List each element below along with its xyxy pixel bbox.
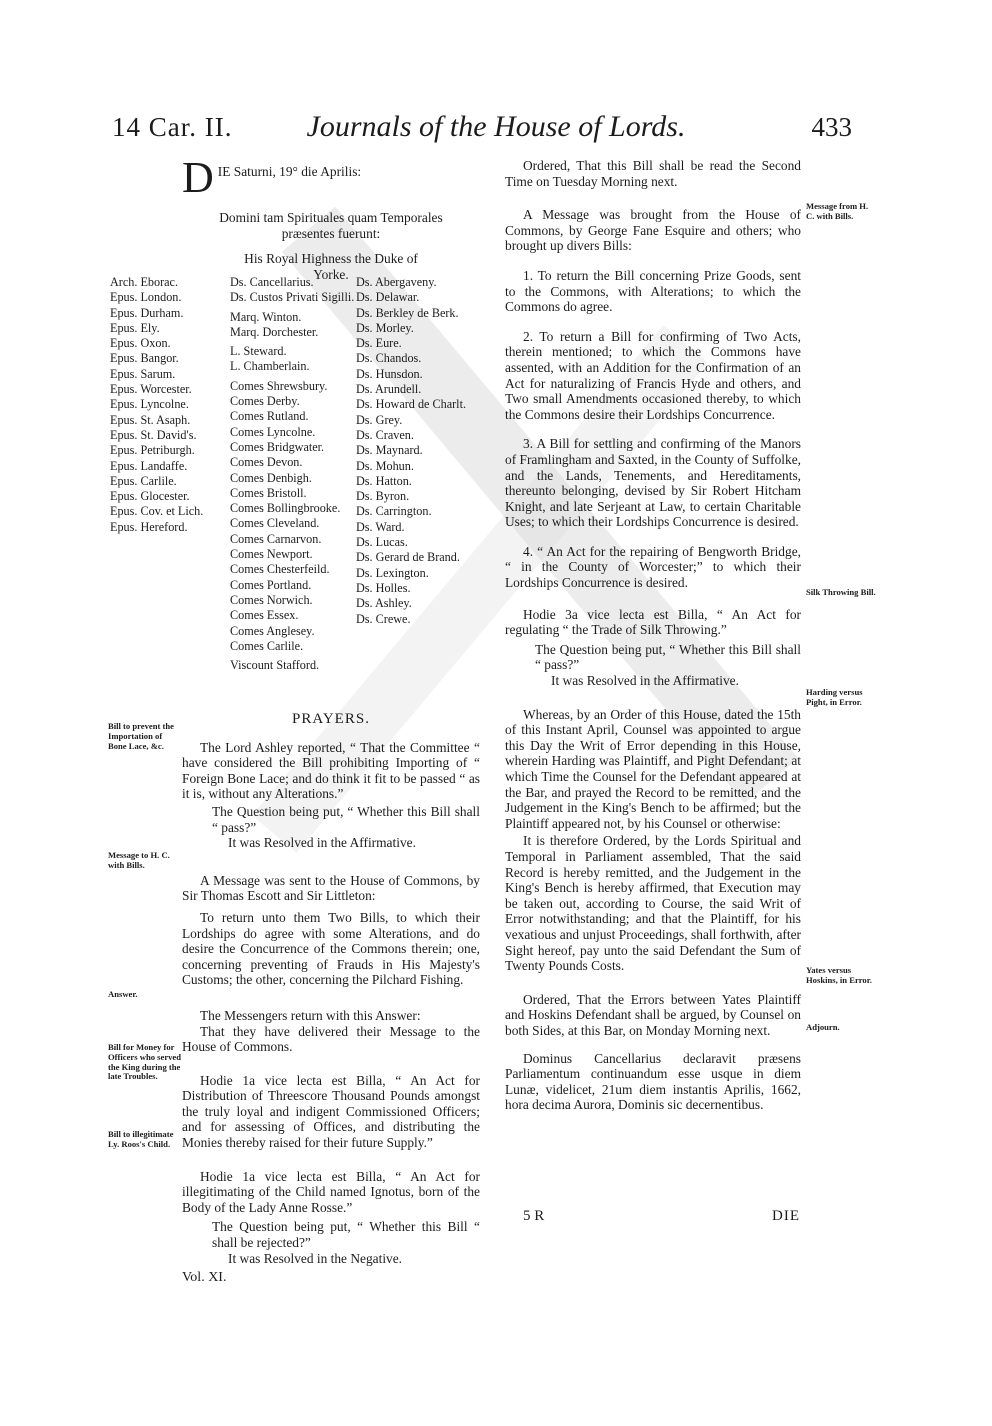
harding-whereas: Whereas, by an Order of this House, dated the 15th of this Instant April, Counsel was appointed to argue this Day the Writ of Error depending in this House, wherein Harding was Plaintiff, and Pight Defendant; at which Time the Counsel for the Defendant appeared at the Bar, and prayed the Record to be remitted, and the Judgement in the King's Bench to be affirmed; but the Plaintiff appeared not, by his Counsel or otherwise: <box>505 706 801 831</box>
bishop-entry: Epus. Hereford. <box>110 519 188 534</box>
resolution-1: It was Resolved in the Affirmative. <box>228 835 416 851</box>
bishop-entry: Epus. Lyncolne. <box>110 397 189 412</box>
header-regnal-year: 14 Car. II. <box>112 112 233 142</box>
bill-item-3: 3. A Bill for settling and confirming of the Manors of Framlingham and Saxted, in the County of Suffolke, and the Lands, Tenements, and Hereditaments, thereunto belonging, devised by Sir Robert Hitcham Knight, and late Serjeant at Law, to certain Charitable Uses; to which their Lordships Concurrence is desired. <box>505 436 801 530</box>
officer-entry: Comes Essex. <box>230 608 299 623</box>
right-column <box>505 158 801 1113</box>
question-1: The Question being put, “ Whether this Bill shall “ pass?” <box>212 803 480 835</box>
baron-entry: Ds. Crewe. <box>356 611 411 626</box>
margin-note-message-from: Message from H. C. with Bills. <box>806 201 869 221</box>
baron-entry: Ds. Maynard. <box>356 443 423 458</box>
volume-mark: Vol. XI. <box>182 1270 227 1286</box>
officer-entry: Comes Chesterfeild. <box>230 562 330 577</box>
bishop-entry: Epus. Cov. et Lich. <box>110 504 204 519</box>
bishop-entry: Epus. Sarum. <box>110 366 176 381</box>
margin-note-yates: Yates versus Hoskins, in Error. <box>806 965 872 985</box>
margin-note-money-bill: Bill for Money for Officers who served the King during the late Troubles. <box>108 1042 182 1082</box>
prayers-heading: PRAYERS. <box>292 711 370 727</box>
illegitimating-bill: Hodie 1a vice lecta est Billa, “ An Act for illegitimating of the Child named Ignotus, born of the Body of the Lady Anne Rosse.” <box>182 1168 480 1215</box>
baron-entry: Ds. Hunsdon. <box>356 366 423 381</box>
message-from-commons: A Message was brought from the House of Commons, by George Fane Esquire and others; who brought up divers Bills: <box>505 207 801 254</box>
baron-entry: Ds. Chandos. <box>356 351 422 366</box>
bishop-entry: Epus. Glocester. <box>110 489 190 504</box>
bishop-entry: Epus. Petriburgh. <box>110 443 195 458</box>
officer-entry: Comes Norwich. <box>230 592 313 607</box>
bishop-entry: Epus. St. Asaph. <box>110 412 191 427</box>
bishop-entry: Epus. Ely. <box>110 320 160 335</box>
margin-note-illegitimate: Bill to illegitimate Ly. Roos's Child. <box>108 1129 174 1149</box>
officer-entry: L. Steward. <box>230 344 287 359</box>
officer-entry: Comes Denbigh. <box>230 470 312 485</box>
catchword: DIE <box>772 1208 800 1224</box>
officer-entry: Comes Cleveland. <box>230 516 320 531</box>
baron-entry: Ds. Eure. <box>356 336 402 351</box>
header-page-number: 433 <box>811 112 852 142</box>
margin-note-answer: Answer. <box>108 989 138 999</box>
money-bill: Hodie 1a vice lecta est Billa, “ An Act for Distribution of Threescore Thousand Pounds amongst the truly loyal and indigent Commissioned Officers; and for assessing of Offices, and distributing the Monies thereby raised for their future Supply.” <box>182 1072 480 1151</box>
officer-entry: Comes Bristoll. <box>230 485 307 500</box>
officer-entry: Comes Newport. <box>230 547 313 562</box>
harding-ordered: It is therefore Ordered, by the Lords Spiritual and Temporal in Parliament assembled, That the said Record is hereby remitted, and the Judgement in the King's Bench is hereby affirmed, that Execution may be taken out, according to Course, the said Writ of Error notwithstanding; and that the Plaintiff, for his vexatious and unjust Proceedings, shall forthwith, after Sight hereof, pay unto the said Defendant the Sum of Twenty Pounds Costs. <box>505 833 801 974</box>
officer-entry: Marq. Dorchester. <box>230 324 319 339</box>
officer-entry: L. Chamberlain. <box>230 359 310 374</box>
baron-entry: Ds. Mohun. <box>356 458 414 473</box>
baron-entry: Ds. Carrington. <box>356 504 432 519</box>
baron-entry: Ds. Hatton. <box>356 473 412 488</box>
bishop-entry: Epus. Durham. <box>110 305 184 320</box>
bishop-entry: Epus. St. David's. <box>110 427 197 442</box>
resolution-2: It was Resolved in the Negative. <box>228 1250 403 1266</box>
bishop-entry: Epus. Worcester. <box>110 382 192 397</box>
officer-entry: Comes Anglesey. <box>230 623 315 638</box>
baron-entry: Ds. Berkley de Berk. <box>356 305 459 320</box>
margin-note-silk: Silk Throwing Bill. <box>806 587 876 597</box>
baron-entry: Ds. Ashley. <box>356 596 412 611</box>
officer-entry: Viscount Stafford. <box>230 658 320 673</box>
barons-list <box>356 275 486 627</box>
officer-entry: Comes Bollingbrooke. <box>230 501 341 516</box>
royal-highness: His Royal Highness the Duke of Yorke. <box>244 251 418 282</box>
baron-entry: Ds. Byron. <box>356 489 410 504</box>
officer-entry: Marq. Winton. <box>230 309 302 324</box>
question-3: The Question being put, “ Whether this Bill shall “ pass?” <box>535 641 801 673</box>
margin-note-adjourn: Adjourn. <box>806 1022 840 1032</box>
bishop-entry: Epus. Carlile. <box>110 473 177 488</box>
adjournment: Dominus Cancellarius declaravit præsens Parliamentum continuandum esse usque in diem Lunæ, videlicet, 21um diem instantis Aprilis, 1662, hora decima Aurora, Dominis sic decernentibus. <box>505 1050 801 1113</box>
officer-entry: Comes Lyncolne. <box>230 424 316 439</box>
officer-entry: Comes Carnarvon. <box>230 531 322 546</box>
resolution-3: It was Resolved in the Affirmative. <box>551 673 739 689</box>
silk-throwing-bill: Hodie 3a vice lecta est Billa, “ An Act for regulating “ the Trade of Silk Throwing.” <box>505 606 801 638</box>
message-to-commons: A Message was sent to the House of Commons, by Sir Thomas Escott and Sir Littleton: <box>182 872 480 904</box>
bill-item-1: 1. To return the Bill concerning Prize Goods, sent to the Commons, with Alterations; to which the Commons do agree. <box>505 267 801 315</box>
baron-entry: Ds. Howard de Charlt. <box>356 397 467 412</box>
officer-entry: Comes Carlile. <box>230 638 304 653</box>
baron-entry: Ds. Craven. <box>356 427 414 442</box>
baron-entry: Ds. Lexington. <box>356 565 429 580</box>
officers-list <box>230 275 355 673</box>
officer-entry: Comes Derby. <box>230 394 300 409</box>
answer-text: That they have delivered their Message to the House of Commons. <box>182 1023 480 1055</box>
yates-ordered: Ordered, That the Errors between Yates Plaintiff and Hoskins Defendant shall be argued, by Counsel on both Sides, at this Bar, on Monday Morning next. <box>505 991 801 1038</box>
margin-note-message-to: Message to H. C. with Bills. <box>108 850 170 870</box>
baron-entry: Ds. Arundell. <box>356 382 422 397</box>
margin-note-bone-lace: Bill to prevent the Importation of Bone Lace, &c. <box>108 721 174 751</box>
officer-entry: Ds. Cancellarius. <box>230 275 314 289</box>
officer-entry: Comes Bridgwater. <box>230 439 325 454</box>
bishop-entry: Epus. Bangor. <box>110 351 179 366</box>
to-return-bills: To return unto them Two Bills, to which their Lordships do agree with some Alterations, and do desire the Concurrence of the Commons therein; one, concerning preventing of Frauds in His Majesty's Customs; the other, concerning the Pilchard Fishing. <box>182 909 480 988</box>
officer-entry: Ds. Custos Privati Sigilli. <box>230 290 355 305</box>
question-2: The Question being put, “ Whether this Bill “ shall be rejected?” <box>212 1219 480 1251</box>
bishop-entry: Epus. Landaffe. <box>110 458 188 473</box>
margin-note-harding: Harding versus Pight, in Error. <box>806 687 863 707</box>
officer-entry: Comes Portland. <box>230 577 312 592</box>
officer-entry: Comes Rutland. <box>230 409 309 424</box>
baron-entry: Ds. Holles. <box>356 580 411 595</box>
baron-entry: Ds. Morley. <box>356 320 414 335</box>
date-line: IE Saturni, 19° die Aprilis: <box>217 164 362 179</box>
bishop-entry: Epus. London. <box>110 290 182 305</box>
ordered-second-reading: Ordered, That this Bill shall be read the Second Time on Tuesday Morning next. <box>505 158 801 189</box>
left-column <box>182 158 480 282</box>
officer-entry: Comes Devon. <box>230 455 303 470</box>
bishop-entry: Epus. Oxon. <box>110 336 171 351</box>
drop-cap: D <box>182 158 214 196</box>
messengers-return: The Messengers return with this Answer: <box>200 1007 421 1023</box>
bone-lace-report: The Lord Ashley reported, “ That the Committee “ have considered the Bill prohibiting Importing of “ Foreign Bone Lace; and do think it fit to be passed “ as it is, without any Alterations.” <box>182 739 480 802</box>
present-line: Domini tam Spirituales quam Temporales præsentes fuerunt: <box>219 210 443 241</box>
bill-item-4: 4. “ An Act for the repairing of Bengworth Bridge, “ in the County of Worcester;” to which their Lordships Concurrence is desired. <box>505 543 801 591</box>
bishop-entry: Arch. Eborac. <box>110 275 179 289</box>
header-title: Journals of the House of Lords. <box>306 110 686 143</box>
baron-entry: Ds. Delawar. <box>356 290 420 305</box>
officer-entry: Comes Shrewsbury. <box>230 378 328 393</box>
baron-entry: Ds. Lucas. <box>356 535 408 550</box>
bill-item-2: 2. To return a Bill for confirming of Two Acts, therein mentioned; to which the Commons have assented, with an Addition for the Confirmation of an Act for naturalizing of Francis Hyde and others, and Two small Amendments occasioned thereby, to which the Commons desire their Lordships Concurrence. <box>505 328 801 422</box>
baron-entry: Ds. Ward. <box>356 519 405 534</box>
baron-entry: Ds. Abergaveny. <box>356 275 437 289</box>
baron-entry: Ds. Grey. <box>356 412 403 427</box>
bishops-list <box>110 275 230 535</box>
baron-entry: Ds. Gerard de Brand. <box>356 550 460 565</box>
signature-mark: 5 R <box>523 1208 545 1224</box>
